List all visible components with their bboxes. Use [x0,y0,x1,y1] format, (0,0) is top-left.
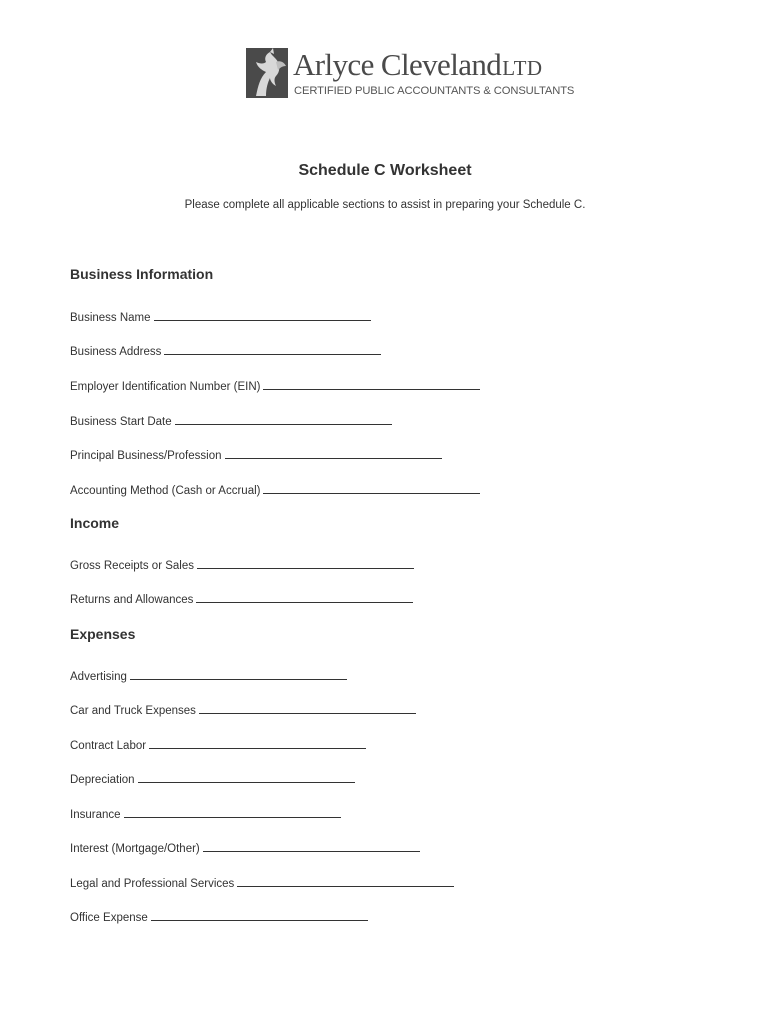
field-business-start-date[interactable]: Business Start Date [70,414,392,428]
blank-line[interactable] [138,772,355,783]
horse-logo-icon [246,48,288,98]
blank-line[interactable] [203,841,420,852]
section-heading-expenses: Expenses [70,626,136,642]
field-accounting-method[interactable]: Accounting Method (Cash or Accrual) [70,483,480,497]
company-suffix: LTD [502,56,543,80]
field-ein[interactable]: Employer Identification Number (EIN) [70,379,480,393]
blank-line[interactable] [151,910,368,921]
field-principal-business[interactable]: Principal Business/Profession [70,448,442,462]
blank-line[interactable] [196,592,413,603]
intro-text: Please complete all applicable sections to assist in preparing your Schedule C. [184,199,586,211]
company-tagline: CERTIFIED PUBLIC ACCOUNTANTS & CONSULTANTS [294,85,575,97]
field-gross-receipts[interactable]: Gross Receipts or Sales [70,558,414,572]
field-contract-labor[interactable]: Contract Labor [70,738,366,752]
field-interest[interactable]: Interest (Mortgage/Other) [70,841,420,855]
blank-line[interactable] [263,483,480,494]
blank-line[interactable] [175,414,392,425]
field-insurance[interactable]: Insurance [70,807,341,821]
blank-line[interactable] [197,558,414,569]
field-business-name[interactable]: Business Name [70,310,371,324]
field-business-address[interactable]: Business Address [70,344,381,358]
blank-line[interactable] [263,379,480,390]
field-depreciation[interactable]: Depreciation [70,772,355,786]
section-heading-business: Business Information [70,266,214,282]
field-legal-professional[interactable]: Legal and Professional Services [70,876,454,890]
blank-line[interactable] [237,876,454,887]
field-returns-allowances[interactable]: Returns and Allowances [70,592,413,606]
blank-line[interactable] [124,807,341,818]
blank-line[interactable] [225,448,442,459]
company-name: Arlyce ClevelandLTD [293,47,543,82]
blank-line[interactable] [199,703,416,714]
field-car-truck[interactable]: Car and Truck Expenses [70,703,416,717]
field-office-expense[interactable]: Office Expense [70,910,368,924]
field-advertising[interactable]: Advertising [70,669,347,683]
blank-line[interactable] [149,738,366,749]
blank-line[interactable] [130,669,347,680]
company-logo [246,46,575,100]
blank-line[interactable] [154,310,371,321]
page-title: Schedule C Worksheet [298,162,472,179]
blank-line[interactable] [164,344,381,355]
section-heading-income: Income [70,515,120,531]
